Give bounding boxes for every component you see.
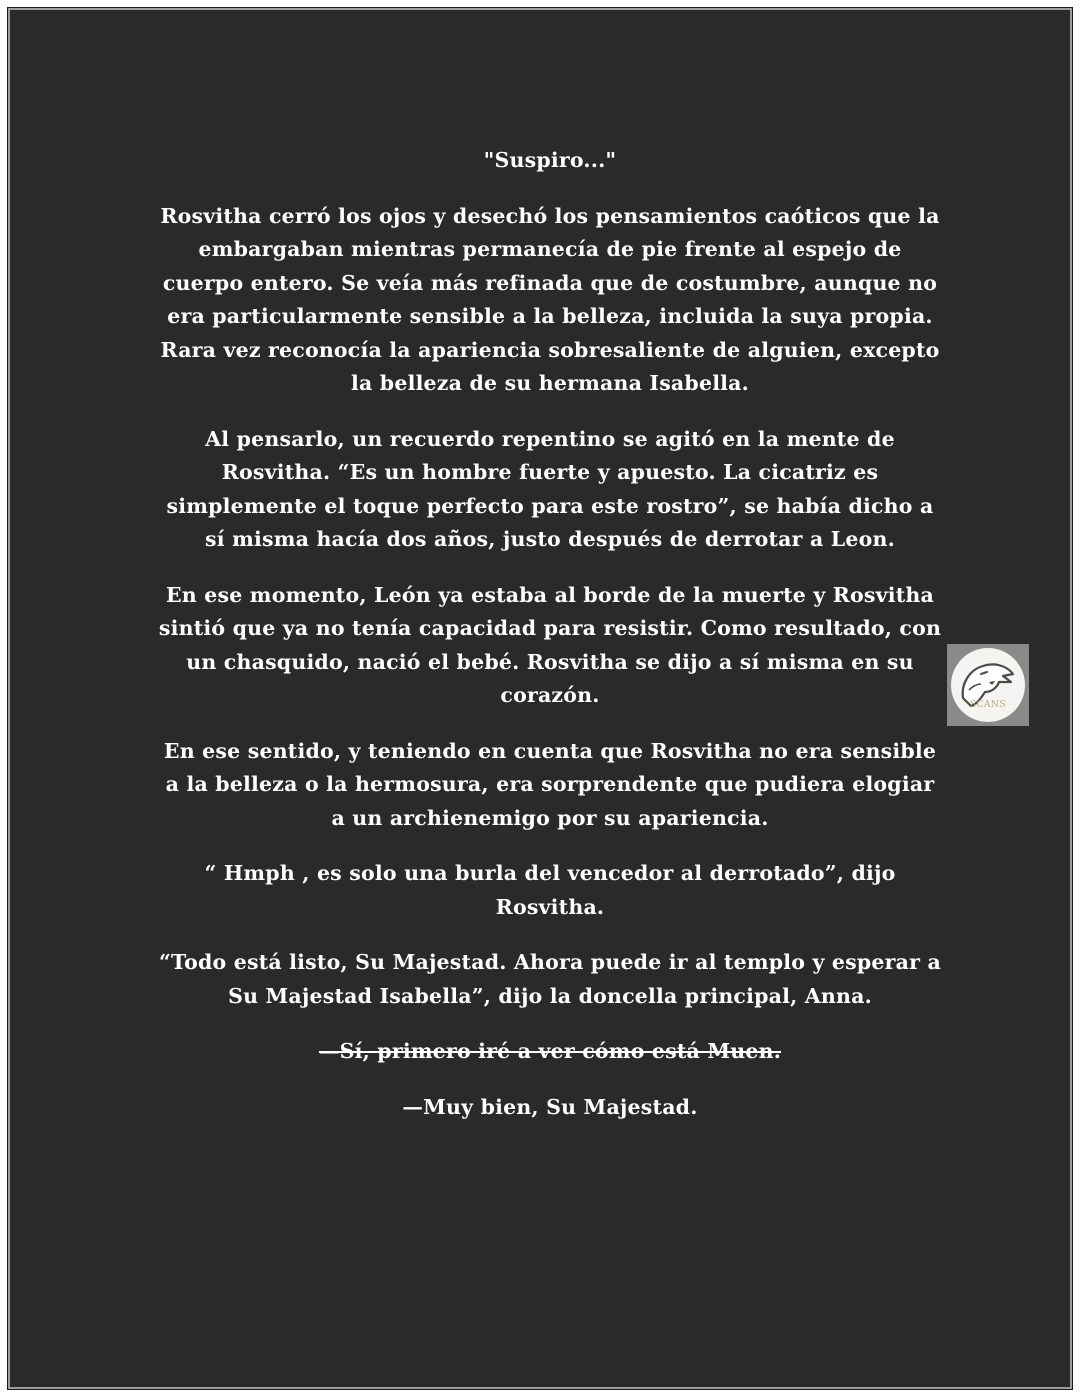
paragraph-mirror: Rosvitha cerró los ojos y desechó los pensamientos caóticos que la embargaban mientras permanecía de pie frente al espejo de cuerpo entero. Se veía más refinada que de costumbre, aunque no era particularmente sensible a la belleza, incluida la suya propia. Rara vez reconocía la apariencia sobresaliente de alguien, excepto la belleza de su hermana Isabella. (160, 203, 940, 395)
paragraph-maid: “Todo está listo, Su Majestad. Ahora puede ir al templo y esperar a Su Majestad Isabella”, dijo la doncella principal, Anna. (159, 950, 941, 1008)
watermark-text: SCANS (969, 700, 1007, 710)
paragraph-hmph: “ Hmph , es solo una burla del vencedor al derrotado”, dijo Rosvitha. (204, 861, 896, 919)
paragraph-sigh: "Suspiro..." (483, 148, 617, 172)
scan-group-watermark (947, 644, 1029, 726)
paragraph-muen: —Sí, primero iré a ver cómo está Muen. (318, 1039, 782, 1063)
paragraph-memory: Al pensarlo, un recuerdo repentino se agitó en la mente de Rosvitha. “Es un hombre fuerte y apuesto. La cicatriz es simplemente el toque perfecto para este rostro”, se había dicho a sí misma hacía dos años, justo después de derrotar a Leon. (166, 426, 934, 551)
page-frame (8, 8, 1072, 1389)
paragraph-moment: En ese momento, León ya estaba al borde de la muerte y Rosvitha sintió que ya no tenía capacidad para resistir. Como resultado, con un chasquido, nació el bebé. Rosvitha se dijo a sí misma en su corazón. (158, 582, 942, 707)
paragraph-beauty: En ese sentido, y teniendo en cuenta que Rosvitha no era sensible a la belleza o la hermosura, era sorprendente que pudiera elogiar a un archienemigo por su apariencia. (163, 738, 937, 830)
dragon-head-logo-icon (951, 648, 1025, 722)
paragraph-very-well: —Muy bien, Su Majestad. (402, 1094, 698, 1119)
story-text (158, 144, 942, 1146)
